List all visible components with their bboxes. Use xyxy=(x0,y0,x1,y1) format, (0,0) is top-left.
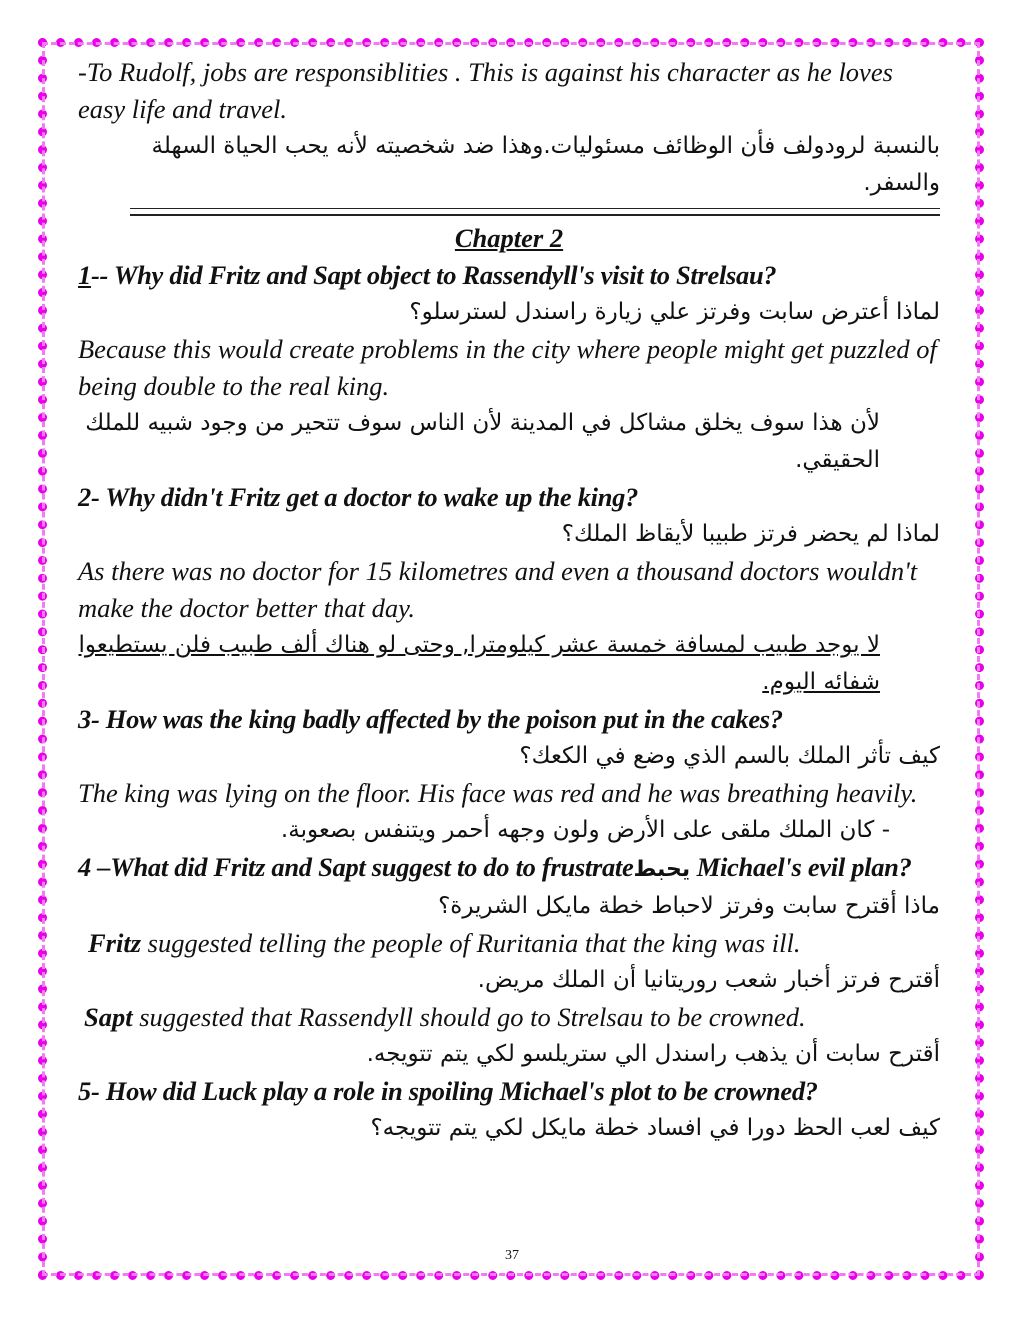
intro-english: -To Rudolf, jobs are responsiblities . This is against his character as he loves easy life and travel. xyxy=(78,57,893,124)
question-1 xyxy=(78,257,940,294)
answer-3-arabic: - كان الملك ملقى على الأرض ولون وجهه أحمر ويتنفس بصعوبة. xyxy=(280,817,890,843)
question-2-arabic: لماذا لم يحضر فرتز طبيبا لأيقاظ الملك؟ xyxy=(561,521,940,547)
question-4 xyxy=(78,849,940,888)
question-4-text-b: Michael's evil plan? xyxy=(690,852,912,882)
page-number: 37 xyxy=(505,1248,519,1263)
sapt-name: Sapt xyxy=(84,1002,133,1032)
question-5: 5- How did Luck play a role in spoiling Michael's plot to be crowned? xyxy=(78,1076,818,1106)
answer-4-fritz xyxy=(78,925,940,962)
fritz-name: Fritz xyxy=(88,928,142,958)
answer-1-english: Because this would create problems in the city where people might get puzzled of being double to the real king. xyxy=(78,334,937,401)
answer-2-arabic: لا يوجد طبيب لمسافة خمسة عشر كيلومترا, وحتى لو هناك ألف طبيب فلن يستطيعوا شفائه اليوم. xyxy=(78,632,880,695)
question-1-number: 1 xyxy=(78,260,91,290)
answer-3-english: The king was lying on the floor. His face was red and he was breathing heavily. xyxy=(78,778,918,808)
intro-arabic: بالنسبة لرودولف فأن الوظائف مسئوليات.وهذا ضد شخصيته لأنه يحب الحياة السهلة والسفر. xyxy=(151,133,940,196)
question-5-arabic: كيف لعب الحظ دورا في افساد خطة مايكل لكي يتم تتويجه؟ xyxy=(370,1115,940,1141)
answer-1-arabic: لأن هذا سوف يخلق مشاكل في المدينة لأن الناس سوف تتحير من وجود شبيه للملك الحقيقي. xyxy=(85,410,880,473)
question-1-text: -- Why did Fritz and Sapt object to Rassendyll's visit to Strelsau? xyxy=(90,260,777,290)
question-4-arabic: ماذا أقترح سابت وفرتز لاحباط خطة مايكل الشريرة؟ xyxy=(438,893,940,919)
double-divider xyxy=(130,208,940,216)
answer-4-sapt xyxy=(78,999,940,1036)
page-content xyxy=(78,54,940,1147)
question-4-text-a: 4 –What did Fritz and Sapt suggest to do to frustrate xyxy=(78,852,634,882)
question-4-inline-arabic: يحبط xyxy=(633,857,691,882)
answer-4-fritz-arabic: أقترح فرتز أخبار شعب روريتانيا أن الملك مريض. xyxy=(477,967,940,993)
sapt-text: suggested that Rassendyll should go to Strelsau to be crowned. xyxy=(132,1002,806,1032)
fritz-text: suggested telling the people of Ruritania that the king was ill. xyxy=(141,928,801,958)
answer-4-sapt-arabic: أقترح سابت أن يذهب راسندل الي ستريلسو لكي يتم تتويجه. xyxy=(366,1041,940,1067)
answer-2-english: As there was no doctor for 15 kilometres and even a thousand doctors wouldn't make the doctor better that day. xyxy=(78,556,918,623)
question-3-arabic: كيف تأثر الملك بالسم الذي وضع في الكعك؟ xyxy=(519,743,940,769)
question-2: 2- Why didn't Fritz get a doctor to wake up the king? xyxy=(78,482,639,512)
chapter-heading: Chapter 2 xyxy=(454,223,564,253)
question-3: 3- How was the king badly affected by the poison put in the cakes? xyxy=(78,704,783,734)
question-1-arabic: لماذا أعترض سابت وفرتز علي زيارة راسندل لسترسلو؟ xyxy=(409,299,940,325)
